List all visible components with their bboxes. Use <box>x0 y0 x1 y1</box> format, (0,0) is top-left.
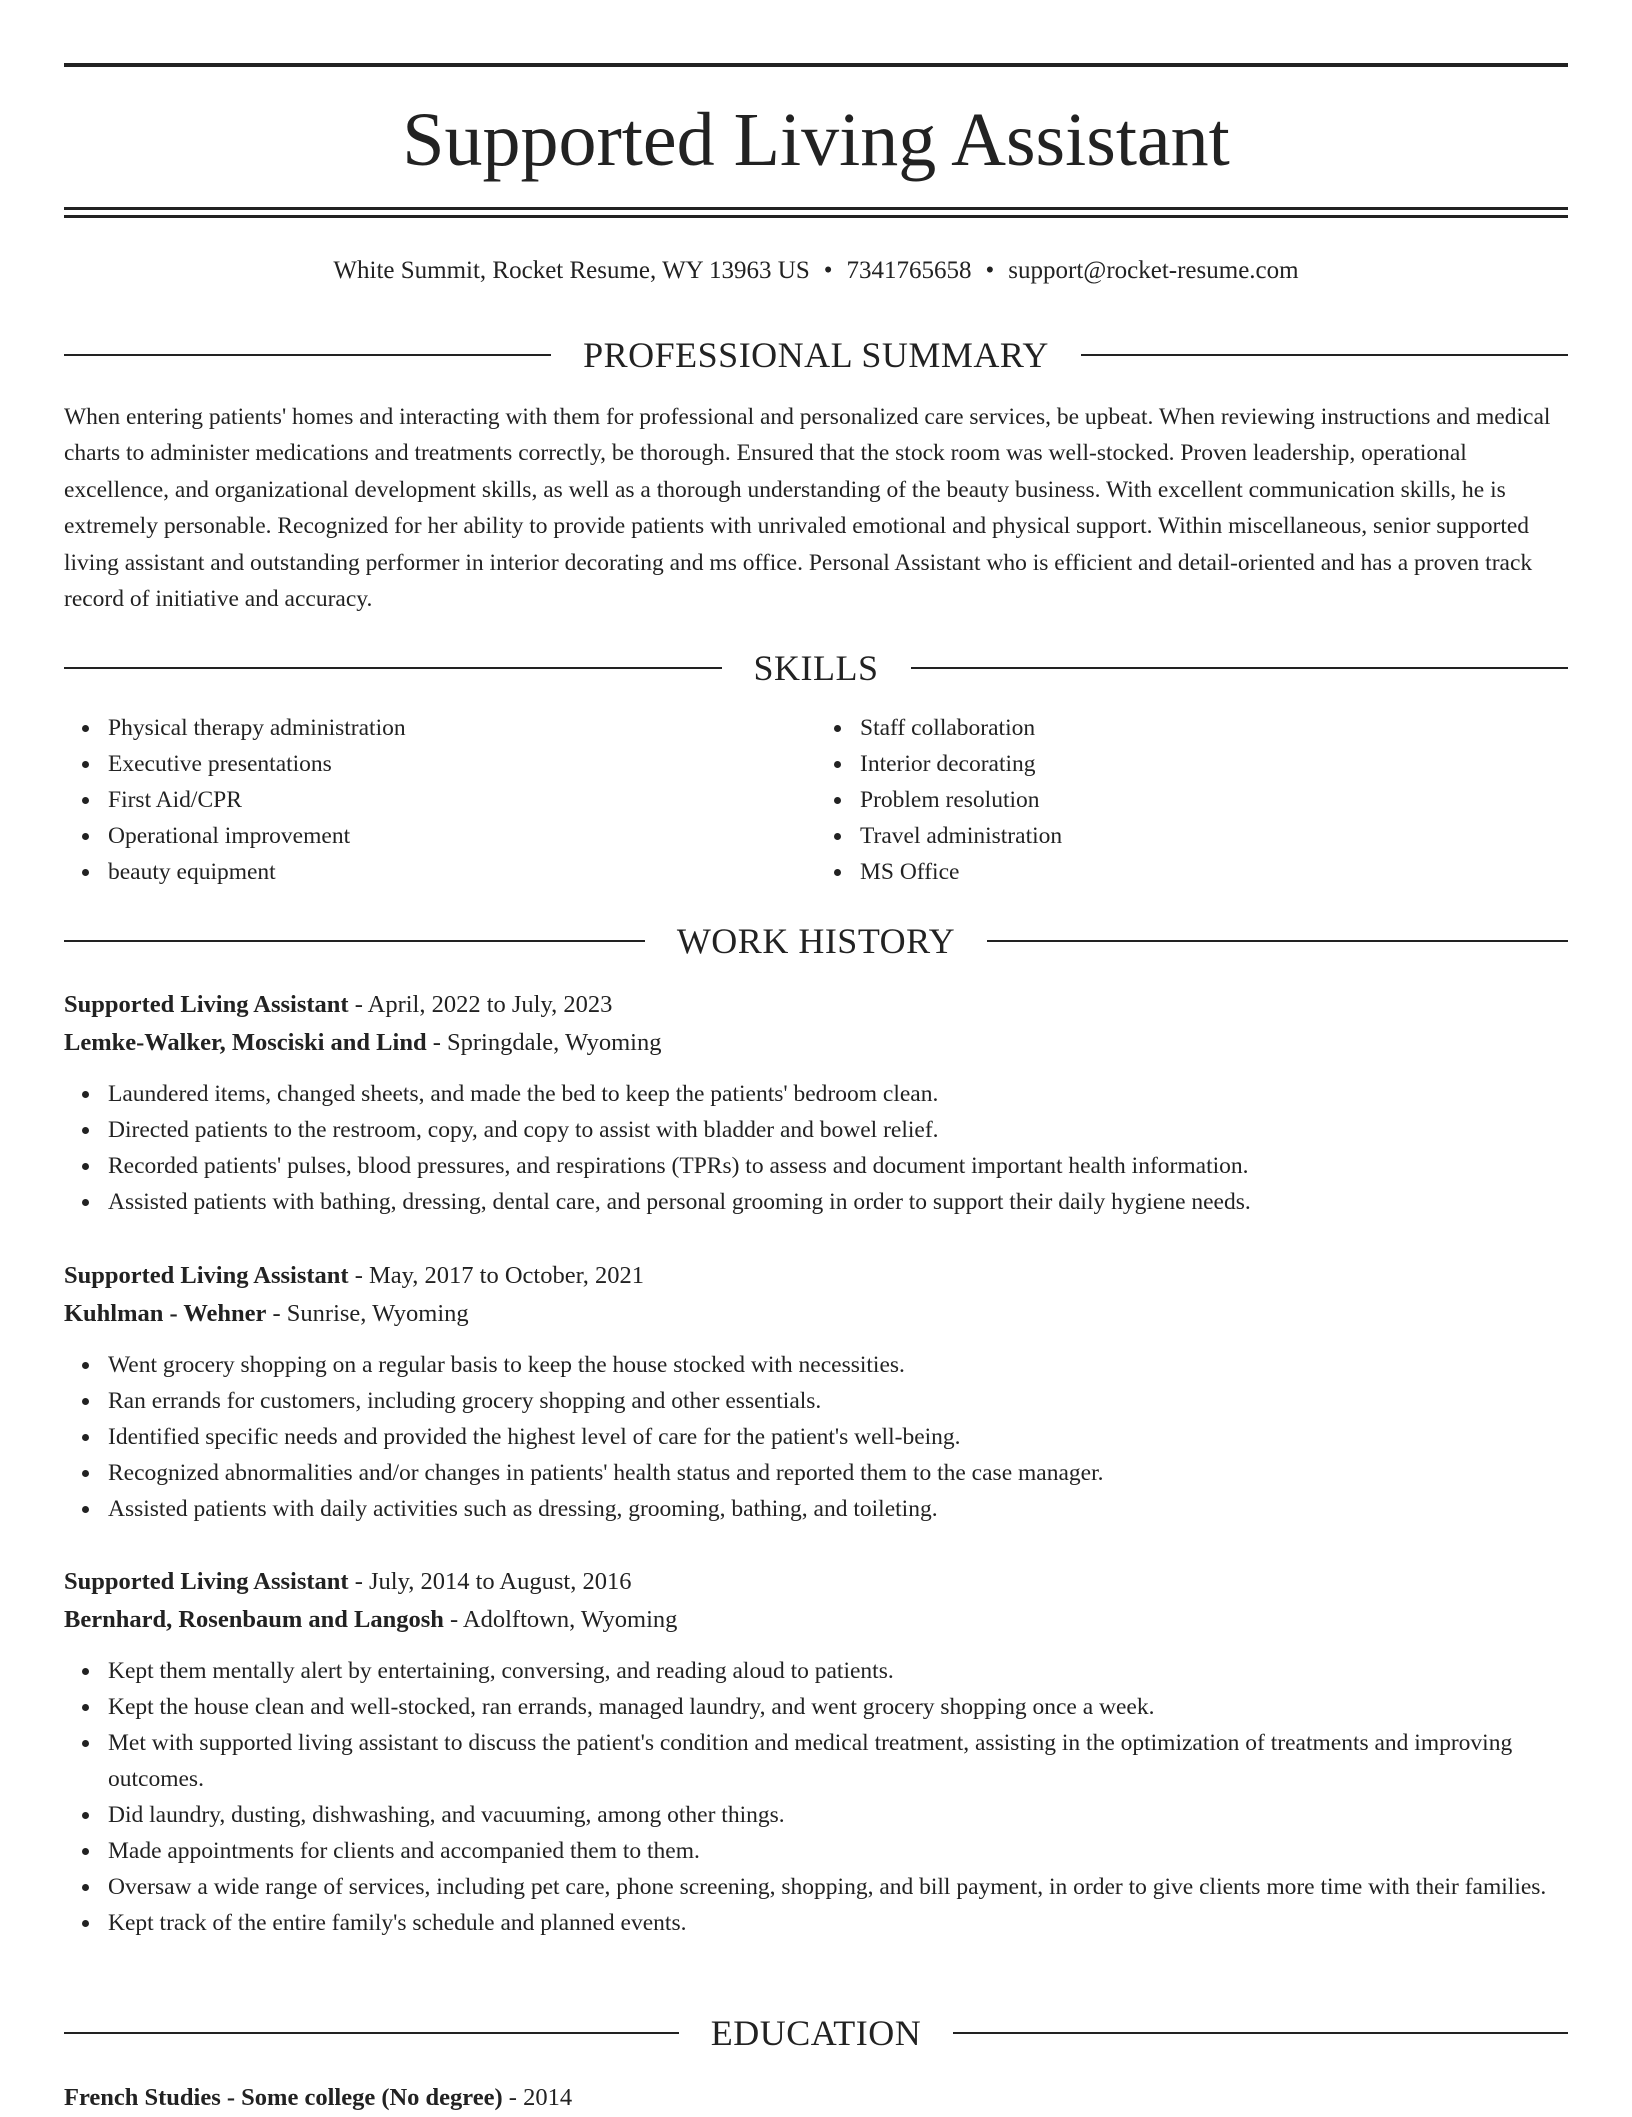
skills-column-left <box>64 710 816 890</box>
duty-item: Went grocery shopping on a regular basis to keep the house stocked with necessities. <box>108 1347 1568 1383</box>
summary-text: When entering patients' homes and interacting with them for professional and personalized care services, be upbeat. When reviewing instructions and medical charts to administer medications and treatments correctly, be thorough. Ensured that the stock room was well-stocked. Proven leadership, operational excellence, and organizational development skills, as well as a thorough understanding of the beauty business. With excellent communication skills, he is extremely personable. Recognized for her ability to provide patients with unrivaled emotional and physical support. Within miscellaneous, senior supported living assistant and outstanding performer in interior decorating and ms office. Personal Assistant who is efficient and detail-oriented and has a proven track record of initiative and accuracy. <box>64 404 1551 613</box>
heading-rule <box>911 667 1569 669</box>
header-bottom-rule <box>64 207 1568 210</box>
section-heading-summary <box>64 333 1568 377</box>
education-year: - 2014 <box>502 2084 573 2111</box>
job-location: - Sunrise, Wyoming <box>266 1300 469 1327</box>
skills-list <box>64 710 1568 890</box>
job-dates: - April, 2022 to July, 2023 <box>348 991 613 1018</box>
heading-rule <box>1081 354 1568 356</box>
duty-item: Kept the house clean and well-stocked, ran errands, managed laundry, and went grocery shopping once a week. <box>108 1689 1568 1725</box>
job-dates: - May, 2017 to October, 2021 <box>348 1262 645 1289</box>
heading-rule <box>64 354 551 356</box>
duty-item: Assisted patients with bathing, dressing, dental care, and personal grooming in order to support their daily hygiene needs. <box>108 1184 1568 1220</box>
job-title: Supported Living Assistant <box>64 991 349 1018</box>
duty-item: Directed patients to the restroom, copy, and copy to assist with bladder and bowel relief. <box>108 1112 1568 1148</box>
job-company: Lemke-Walker, Mosciski and Lind <box>64 1029 427 1056</box>
duty-item: Recognized abnormalities and/or changes in patients' health status and reported them to the case manager. <box>108 1455 1568 1491</box>
section-heading-work-history <box>64 919 1568 963</box>
contact-email: support@rocket-resume.com <box>1008 257 1299 284</box>
contact-phone: 7341765658 <box>846 257 972 284</box>
job-entry <box>64 1563 1568 1941</box>
job-title: Supported Living Assistant <box>64 1262 349 1289</box>
education-entry <box>64 2079 1568 2117</box>
job-company-row <box>64 1024 1568 1062</box>
contact-address: White Summit, Rocket Resume, WY 13963 US <box>333 257 810 284</box>
section-heading-skills <box>64 646 1568 690</box>
skill-item: Staff collaboration <box>860 710 1568 746</box>
duty-item: Assisted patients with daily activities such as dressing, grooming, bathing, and toileting. <box>108 1491 1568 1527</box>
skill-item: Operational improvement <box>108 818 816 854</box>
job-title: Supported Living Assistant <box>64 1568 349 1595</box>
job-dates: - July, 2014 to August, 2016 <box>348 1568 632 1595</box>
duty-item: Did laundry, dusting, dishwashing, and vacuuming, among other things. <box>108 1797 1568 1833</box>
heading-rule <box>953 2032 1568 2034</box>
contact-separator: • <box>823 257 833 284</box>
skill-item: MS Office <box>860 854 1568 890</box>
section-title: PROFESSIONAL SUMMARY <box>583 335 1049 375</box>
contact-info <box>64 254 1568 288</box>
skill-item: Problem resolution <box>860 782 1568 818</box>
job-duties <box>64 1653 1568 1941</box>
duty-item: Laundered items, changed sheets, and made the bed to keep the patients' bedroom clean. <box>108 1076 1568 1112</box>
job-location: - Adolftown, Wyoming <box>443 1606 678 1633</box>
job-duties <box>64 1347 1568 1527</box>
skill-item: Travel administration <box>860 818 1568 854</box>
heading-rule <box>64 667 722 669</box>
header-top-rule <box>64 63 1568 67</box>
section-title: EDUCATION <box>710 2013 922 2053</box>
job-location: - Springdale, Wyoming <box>426 1029 662 1056</box>
duty-item: Kept track of the entire family's schedule and planned events. <box>108 1905 1568 1941</box>
job-company-row <box>64 1601 1568 1639</box>
section-heading-education <box>64 2011 1568 2055</box>
job-company: Bernhard, Rosenbaum and Langosh <box>64 1606 444 1633</box>
job-company-row <box>64 1295 1568 1333</box>
duty-item: Identified specific needs and provided the highest level of care for the patient's well-being. <box>108 1419 1568 1455</box>
duty-item: Ran errands for customers, including grocery shopping and other essentials. <box>108 1383 1568 1419</box>
job-title-row <box>64 1563 1568 1601</box>
job-company: Kuhlman - Wehner <box>64 1300 267 1327</box>
skill-item: Interior decorating <box>860 746 1568 782</box>
job-duties <box>64 1076 1568 1220</box>
section-title: SKILLS <box>753 648 879 688</box>
header-bottom-rule-second <box>64 215 1568 218</box>
duty-item: Made appointments for clients and accompanied them to them. <box>108 1833 1568 1869</box>
duty-item: Recorded patients' pulses, blood pressures, and respirations (TPRs) to assess and document important health information. <box>108 1148 1568 1184</box>
duty-item: Met with supported living assistant to discuss the patient's condition and medical treatment, assisting in the optimization of treatments and improving outcomes. <box>108 1725 1568 1797</box>
job-title-row <box>64 986 1568 1024</box>
resume-title: Supported Living Assistant <box>402 98 1230 182</box>
job-title-row <box>64 1257 1568 1295</box>
job-entry <box>64 1257 1568 1527</box>
heading-rule <box>64 940 645 942</box>
skills-column-right <box>816 710 1568 890</box>
contact-separator: • <box>985 257 995 284</box>
heading-rule <box>64 2032 679 2034</box>
duty-item: Kept them mentally alert by entertaining, conversing, and reading aloud to patients. <box>108 1653 1568 1689</box>
heading-rule <box>987 940 1568 942</box>
skill-item: Executive presentations <box>108 746 816 782</box>
skill-item: First Aid/CPR <box>108 782 816 818</box>
education-degree: French Studies - Some college (No degree) <box>64 2084 503 2111</box>
skill-item: beauty equipment <box>108 854 816 890</box>
skill-item: Physical therapy administration <box>108 710 816 746</box>
job-entry <box>64 986 1568 1220</box>
duty-item: Oversaw a wide range of services, including pet care, phone screening, shopping, and bill payment, in order to give clients more time with their families. <box>108 1869 1568 1905</box>
section-title: WORK HISTORY <box>676 921 956 961</box>
